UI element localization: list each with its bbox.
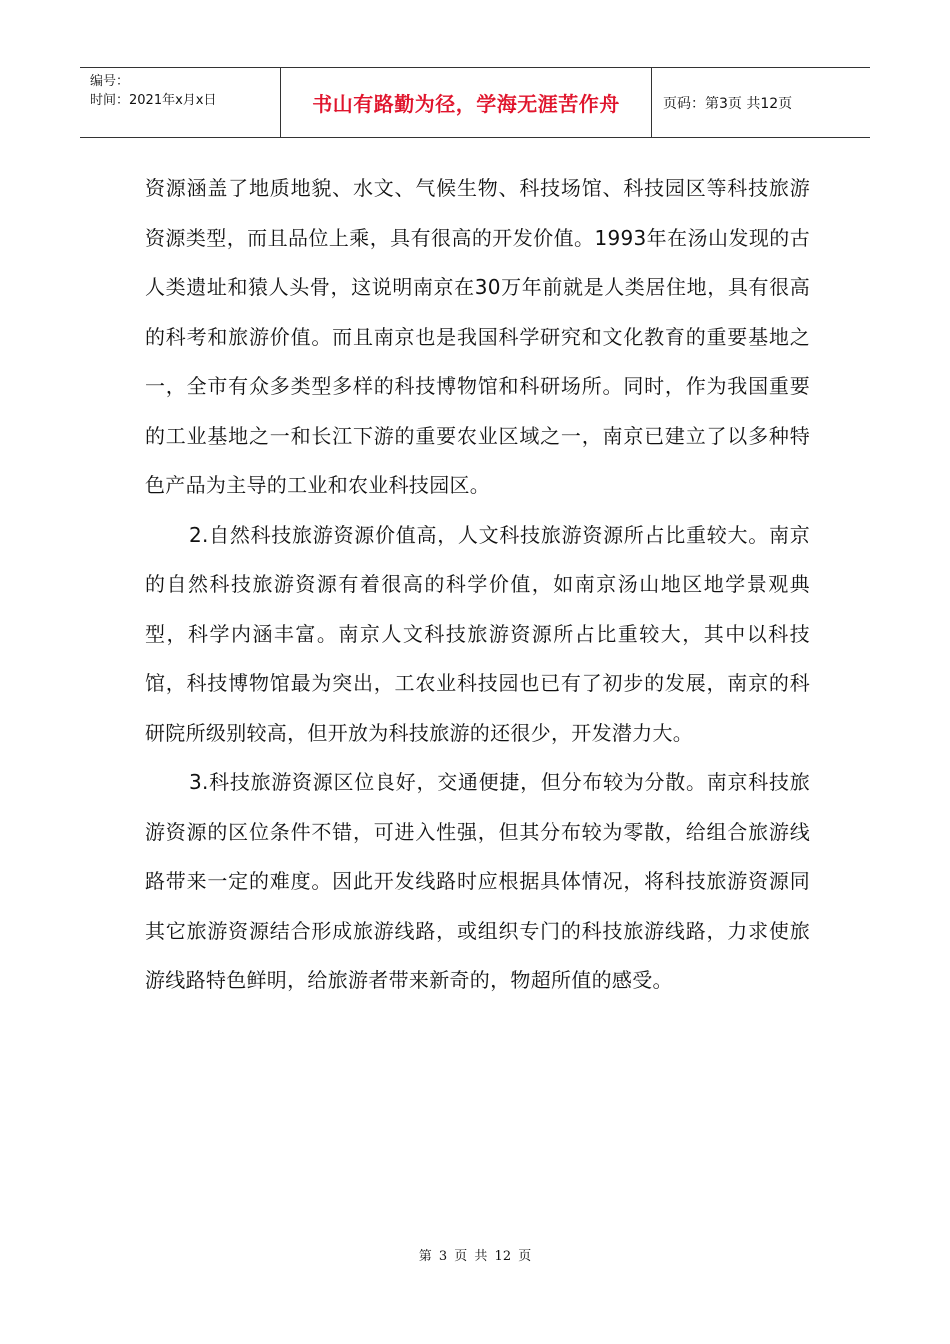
document-date-label: 时间：2021年x月x日 bbox=[90, 93, 217, 108]
header-motto: 书山有路勤为径，学海无涯苦作舟 bbox=[281, 68, 652, 137]
document-number-label: 编号： bbox=[90, 74, 130, 89]
header-page-info: 页码：第3页 共12页 bbox=[663, 95, 793, 112]
page-footer: 第 3 页 共 12 页 bbox=[418, 1249, 532, 1264]
body-paragraph-3: 3.科技旅游资源区位良好，交通便捷，但分布较为分散。南京科技旅游资源的区位条件不错，可进入性强，但其分布较为零散，给组合旅游线路带来一定的难度。因此开发线路时应根据具体情况，将科技旅游资源同其它旅游资源结合形成旅游线路，或组织专门的科技旅游线路，力求使旅游线路特色鲜明，给旅游者带来新奇的，物超所值的感受。 bbox=[145, 770, 810, 992]
header-meta bbox=[80, 68, 281, 137]
body-paragraph-2: 2.自然科技旅游资源价值高，人文科技旅游资源所占比重较大。南京的自然科技旅游资源有着很高的科学价值，如南京汤山地区地学景观典型，科学内涵丰富。南京人文科技旅游资源所占比重较大，其中以科技馆，科技博物馆最为突出，工农业科技园也已有了初步的发展，南京的科研院所级别较高，但开放为科技旅游的还很少，开发潜力大。 bbox=[145, 522, 810, 745]
document-header bbox=[80, 67, 870, 138]
body-paragraph-1: 资源涵盖了地质地貌、水文、气候生物、科技场馆、科技园区等科技旅游资源类型，而且品位上乘，具有很高的开发价值。1993年在汤山发现的古人类遗址和猿人头骨，这说明南京在30万年前就是人类居住地，具有很高的科考和旅游价值。而且南京也是我国科学研究和文化教育的重要基地之一，全市有众多类型多样的科技博物馆和科研场所。同时，作为我国重要的工业基地之一和长江下游的重要农业区域之一，南京已建立了以多种特色产品为主导的工业和农业科技园区。 bbox=[145, 176, 810, 497]
document-body bbox=[145, 164, 810, 1006]
